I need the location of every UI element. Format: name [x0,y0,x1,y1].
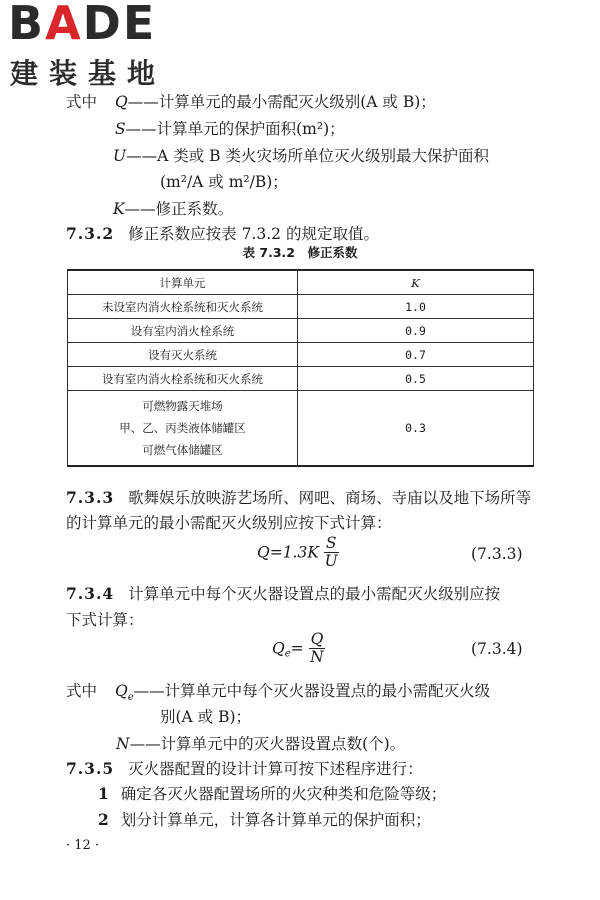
def-qe-cont: 别(A 或 B)； [160,708,252,726]
cell-k: 0.9 [298,319,534,343]
cell-k: 0.7 [298,343,534,367]
def-qe: 式中 $Q_e——$计算单元中每个灭火器设置点的最小需配灭火级 [66,682,491,704]
cell-k: 0.5 [298,367,534,391]
cell-unit: 设有室内消火栓系统 [68,319,298,343]
def-s: S——计算单元的保护面积(m²)； [115,120,345,138]
cell-unit-multi: 可燃物露天堆场 甲、乙、丙类液体储罐区 可燃气体储罐区 [68,391,298,467]
def-u: U——A 类或 B 类火灾场所单位灭火级别最大保护面积 [113,147,489,165]
section-7-3-4-cont: 下式计算： [66,611,144,629]
table-header-row [68,270,534,295]
section-7-3-2: 7.3.2 修正系数应按表 7.3.2 的规定取值。 [66,224,379,243]
header-k: K [298,270,534,295]
table-caption: 表 7.3.2 修正系数 [242,245,358,260]
logo-brand-cn: 建装基地 [10,57,167,90]
table-row [68,367,534,391]
cell-k: 0.3 [298,391,534,467]
logo-brand-en: BADE [8,0,157,50]
def-k: K——修正系数。 [113,200,234,218]
equation-number-7-3-3: (7.3.3) [471,545,523,563]
page-number: · 12 · [66,838,100,853]
def-u-cont: (m²/A 或 m²/B)； [160,173,288,191]
equation-number-7-3-4: (7.3.4) [471,640,523,658]
equation-7-3-3: Q=1.3K $\frac{S}{U}$ [257,534,338,570]
cell-unit: 设有室内消火栓系统和灭火系统 [68,367,298,391]
correction-factor-table [67,269,534,467]
table-row [68,295,534,319]
section-7-3-3: 7.3.3 歌舞娱乐放映游艺场所、网吧、商场、寺庙以及地下场所等 [66,488,532,507]
table-row [68,319,534,343]
def-n: N——计算单元中的灭火器设置点数(个)。 [116,735,406,753]
list-item: 2 划分计算单元，计算各计算单元的保护面积； [98,810,431,829]
header-unit: 计算单元 [68,270,298,295]
section-7-3-5: 7.3.5 灭火器配置的设计计算可按下述程序进行： [66,759,423,778]
section-7-3-4: 7.3.4 计算单元中每个灭火器设置点的最小需配灭火级别应按 [66,584,501,603]
list-item: 1 确定各灭火器配置场所的火灾种类和危险等级； [98,784,447,803]
section-7-3-3-cont: 的计算单元的最小需配灭火级别应按下式计算： [66,514,392,532]
table-row [68,343,534,367]
cell-unit: 设有灭火系统 [68,343,298,367]
def-q: 式中 Q——计算单元的最小需配灭火级别(A 或 B)； [66,93,436,111]
equation-7-3-4: $Q_e=$ $\frac{Q}{N}$ [272,630,324,666]
table-row [68,391,534,467]
cell-k: 1.0 [298,295,534,319]
cell-unit: 未设室内消火栓系统和灭火系统 [68,295,298,319]
